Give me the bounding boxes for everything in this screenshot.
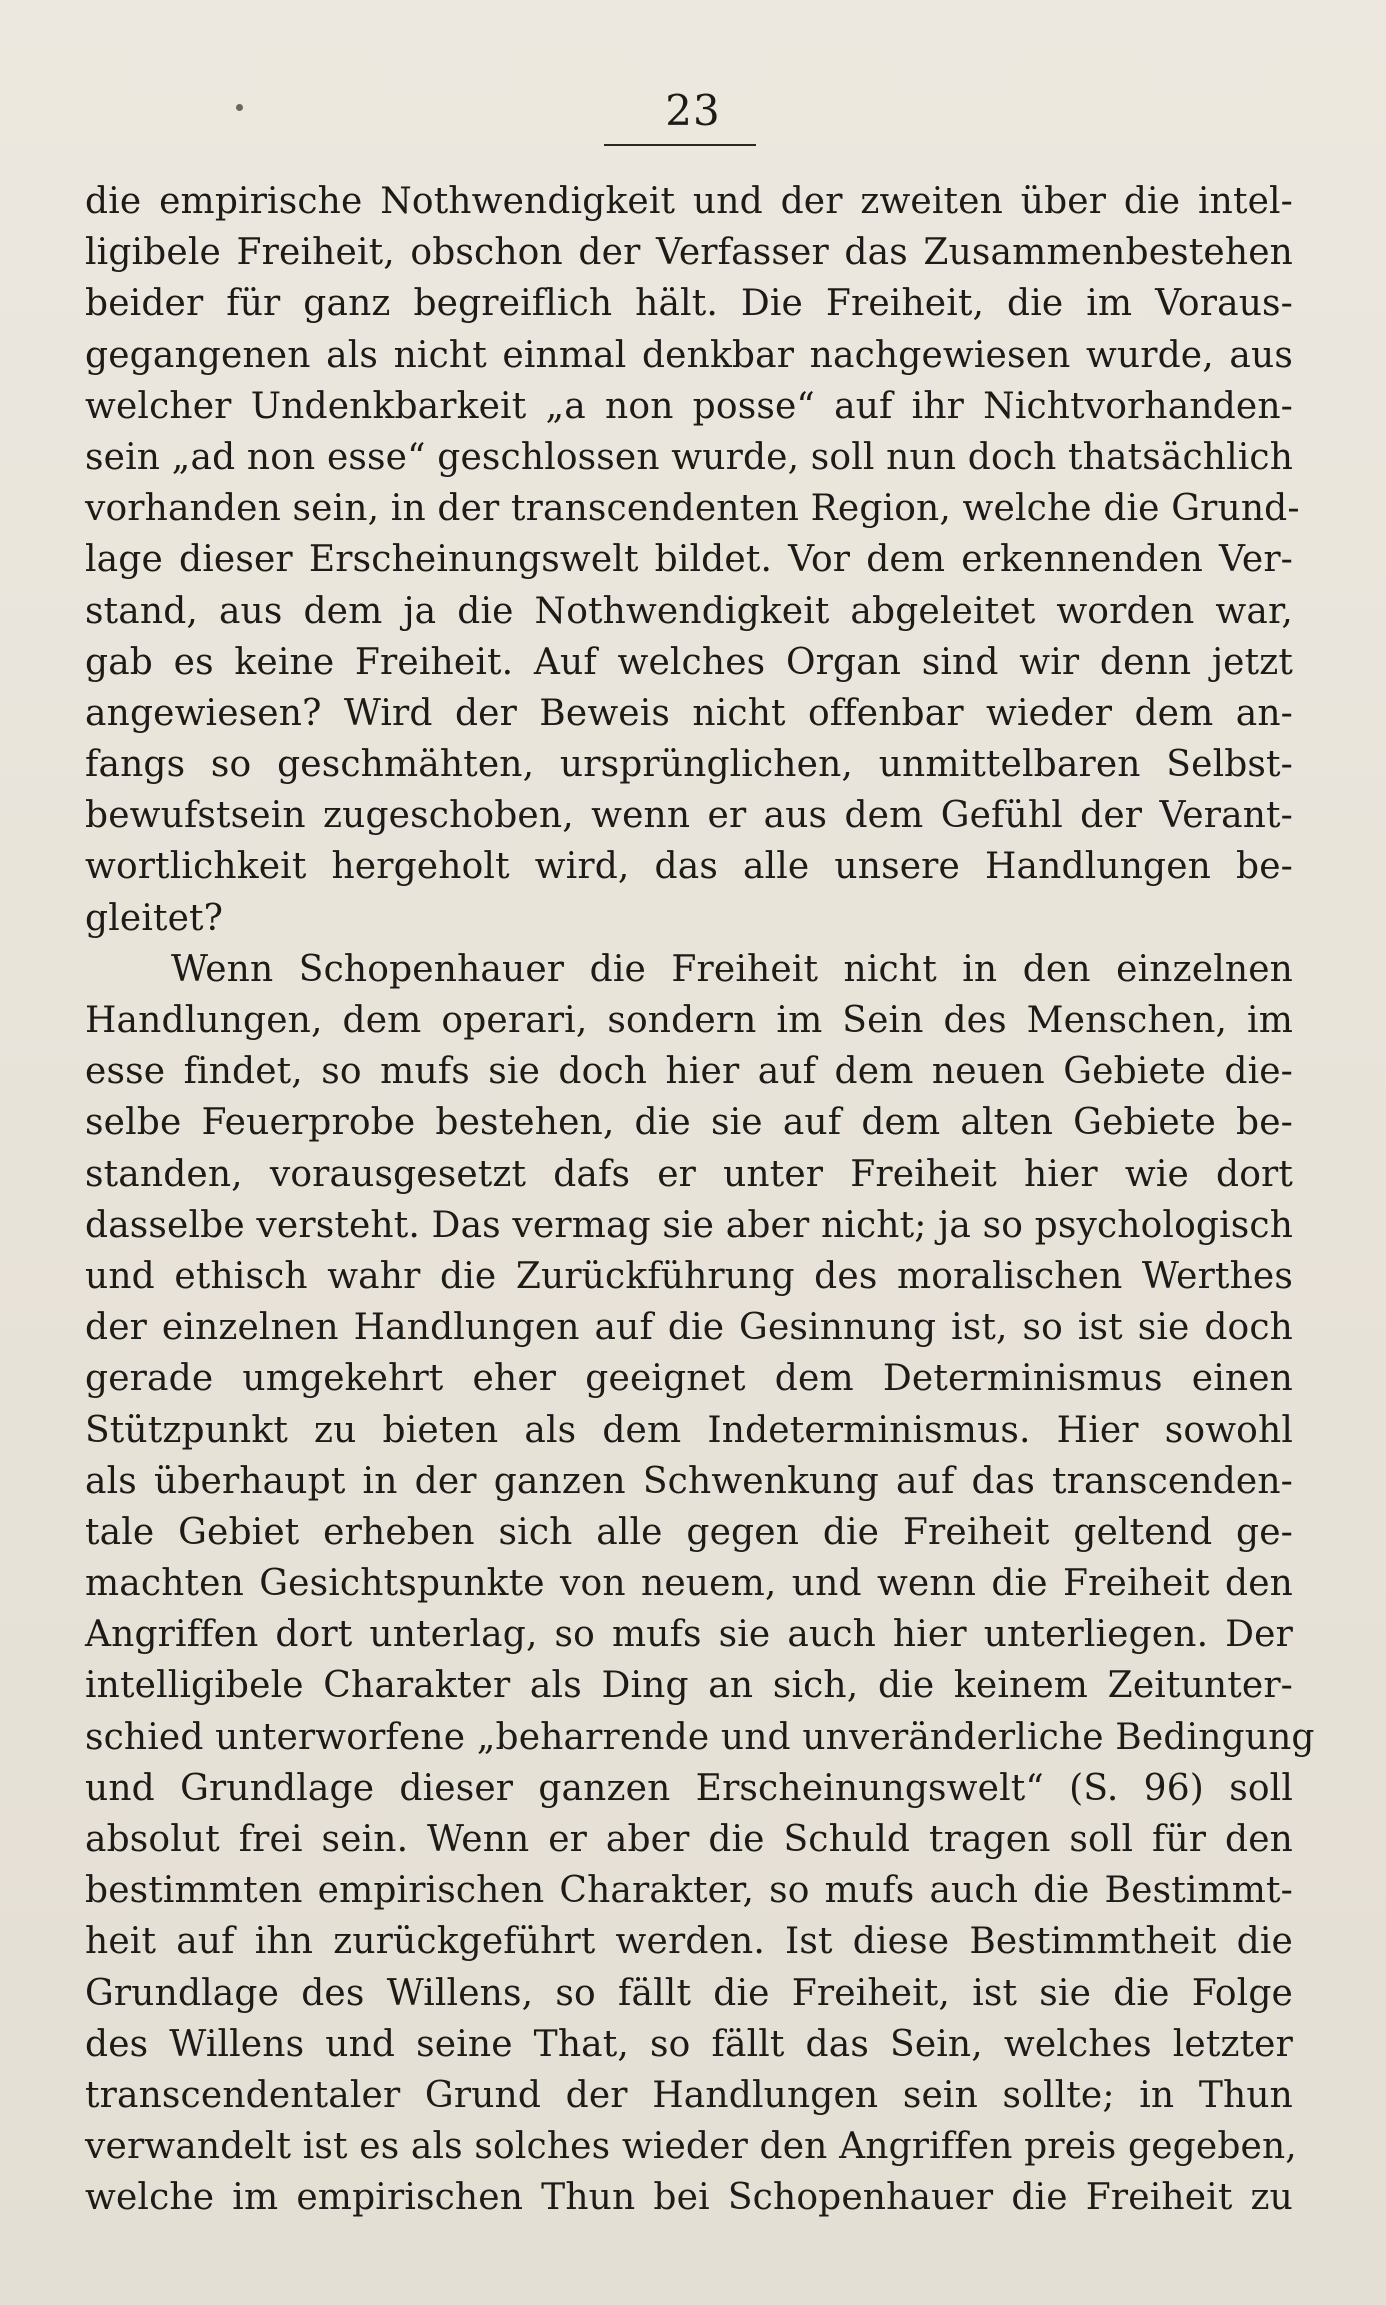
text-line: gegangenen als nicht einmal denkbar nachgewiesen wurde, aus bbox=[85, 334, 1293, 376]
text-line: welcher Undenkbarkeit „a non posse“ auf ihr Nichtvorhanden- bbox=[85, 385, 1293, 427]
text-line: und Grundlage dieser ganzen Erscheinungswelt“ (S. 96) soll bbox=[85, 1767, 1293, 1809]
text-line: stand, aus dem ja die Nothwendigkeit abgeleitet worden war, bbox=[85, 590, 1293, 632]
text-line: welche im empirischen Thun bei Schopenhauer die Freiheit zu bbox=[85, 2177, 1293, 2219]
text-line: selbe Feuerprobe bestehen, die sie auf dem alten Gebiete be- bbox=[85, 1102, 1293, 1144]
text-line: vorhanden sein, in der transcendenten Region, welche die Grund- bbox=[85, 488, 1300, 530]
text-line: Stützpunkt zu bieten als dem Indeterminismus. Hier sowohl bbox=[85, 1409, 1293, 1451]
text-line: Grundlage des Willens, so fällt die Freiheit, ist sie die Folge bbox=[85, 1972, 1293, 2014]
text-line: lage dieser Erscheinungswelt bildet. Vor dem erkennenden Ver- bbox=[85, 539, 1293, 581]
text-line: machten Gesichtspunkte von neuem, und wenn die Freiheit den bbox=[85, 1563, 1293, 1605]
text-line: Handlungen, dem operari, sondern im Sein des Menschen, im bbox=[85, 1000, 1293, 1041]
text-line: absolut frei sein. Wenn er aber die Schuld tragen soll für den bbox=[85, 1819, 1293, 1860]
text-line: als überhaupt in der ganzen Schwenkung auf das transcenden- bbox=[85, 1460, 1293, 1502]
page-number-rule bbox=[604, 144, 756, 146]
page-number: 23 bbox=[665, 86, 721, 135]
text-line: standen, vorausgesetzt dafs er unter Freiheit hier wie dort bbox=[85, 1153, 1293, 1195]
text-line: der einzelnen Handlungen auf die Gesinnung ist, so ist sie doch bbox=[85, 1307, 1293, 1349]
text-line: bestimmten empirischen Charakter, so mufs auch die Bestimmt- bbox=[85, 1870, 1293, 1912]
body-text bbox=[85, 176, 1315, 2224]
text-line: fangs so geschmähten, ursprünglichen, unmittelbaren Selbst- bbox=[85, 744, 1293, 786]
text-line: intelligibele Charakter als Ding an sich, die keinem Zeitunter- bbox=[85, 1665, 1293, 1707]
text-line: dasselbe versteht. Das vermag sie aber nicht; ja so psychologisch bbox=[85, 1204, 1294, 1246]
text-line: des Willens und seine That, so fällt das Sein, welches letzter bbox=[85, 2023, 1293, 2065]
text-line: angewiesen? Wird der Beweis nicht offenbar wieder dem an- bbox=[85, 692, 1293, 734]
text-line: Angriffen dort unterlag, so mufs sie auch hier unterliegen. Der bbox=[85, 1614, 1293, 1656]
text-line: gleitet? bbox=[85, 897, 224, 939]
text-line: beider für ganz begreiflich hält. Die Freiheit, die im Voraus- bbox=[85, 283, 1293, 325]
text-line: die empirische Nothwendigkeit und der zweiten über die intel- bbox=[85, 181, 1293, 222]
text-line: verwandelt ist es als solches wieder den Angriffen preis gegeben, bbox=[85, 2126, 1297, 2168]
text-line: wortlichkeit hergeholt wird, das alle unsere Handlungen be- bbox=[85, 846, 1293, 888]
text-line: und ethisch wahr die Zurückführung des moralischen Werthes bbox=[85, 1255, 1293, 1297]
text-line: heit auf ihn zurückgeführt werden. Ist diese Bestimmtheit die bbox=[85, 1921, 1293, 1963]
text-line: gerade umgekehrt eher geeignet dem Determinismus einen bbox=[85, 1358, 1293, 1400]
text-line: ligibele Freiheit, obschon der Verfasser das Zusammenbestehen bbox=[85, 232, 1293, 274]
text-line: gab es keine Freiheit. Auf welches Organ sind wir denn jetzt bbox=[85, 641, 1293, 683]
text-line: tale Gebiet erheben sich alle gegen die Freiheit geltend ge- bbox=[85, 1511, 1293, 1553]
text-line: esse findet, so mufs sie doch hier auf dem neuen Gebiete die- bbox=[85, 1051, 1293, 1093]
text-line: schied unterworfene „beharrende und unveränderliche Bedingung bbox=[85, 1716, 1315, 1758]
text-line: bewufstsein zugeschoben, wenn er aus dem Gefühl der Verant- bbox=[85, 795, 1293, 837]
text-line: transcendentaler Grund der Handlungen sein sollte; in Thun bbox=[85, 2074, 1293, 2116]
paragraph-start-line: Wenn Schopenhauer die Freiheit nicht in den einzelnen bbox=[171, 948, 1293, 990]
text-line: sein „ad non esse“ geschlossen wurde, soll nun doch thatsächlich bbox=[85, 436, 1294, 478]
